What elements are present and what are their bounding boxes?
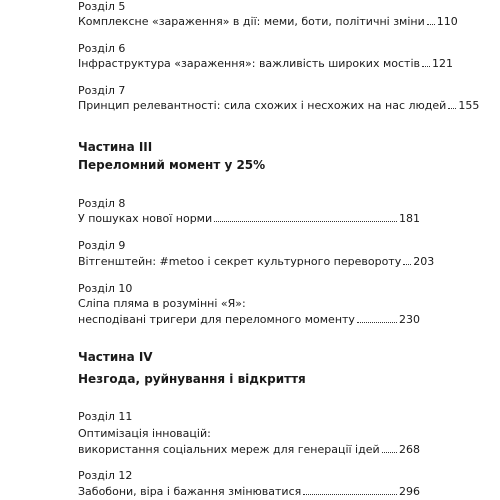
chapter-11-title-line-2: використання соціальних мереж для генерації ідей (78, 443, 380, 456)
dot-leader (427, 24, 435, 25)
chapter-12-entry[interactable] (78, 485, 420, 499)
chapter-8-label: Розділ 8 (78, 197, 126, 210)
part-3-label: Частина III (78, 140, 153, 154)
chapter-9-page: 203 (413, 255, 435, 268)
chapter-10-page: 230 (399, 313, 420, 326)
chapter-12-title: Забобони, віра і бажання змінюватися (78, 485, 302, 498)
chapter-12-label: Розділ 12 (78, 469, 133, 482)
dot-leader (303, 494, 397, 495)
chapter-10-title-line-2: несподівані тригери для переломного моменту (78, 313, 355, 326)
part-3-title: Переломний момент у 25% (78, 158, 266, 172)
part-4-label: Частина IV (78, 350, 153, 364)
chapter-11-page: 268 (399, 443, 420, 456)
chapter-6-label: Розділ 6 (78, 42, 126, 55)
chapter-9-title: Вітгенштейн: #metoo і секрет культурного перевороту (78, 255, 402, 268)
chapter-5-page: 110 (436, 15, 458, 28)
chapter-6-entry[interactable] (78, 57, 453, 71)
chapter-8-page: 181 (399, 212, 420, 225)
dot-leader (382, 452, 397, 453)
chapter-6-title: Інфраструктура «зараження»: важливість широких мостів (78, 57, 420, 70)
chapter-11-title-line-1: Оптимізація інновацій: (78, 427, 211, 440)
chapter-8-title: У пошуках нової норми (78, 212, 213, 225)
chapter-5-entry[interactable] (78, 15, 458, 29)
chapter-10-title-line-1: Сліпа пляма в розумінні «Я»: (78, 297, 246, 310)
dot-leader (357, 322, 397, 323)
chapter-11-entry[interactable] (78, 443, 420, 457)
dot-leader (448, 108, 456, 109)
chapter-9-label: Розділ 9 (78, 239, 126, 252)
chapter-8-entry[interactable] (78, 212, 420, 226)
chapter-12-page: 296 (399, 485, 420, 498)
chapter-7-label: Розділ 7 (78, 84, 126, 97)
chapter-6-page: 121 (431, 57, 453, 70)
chapter-7-entry[interactable] (78, 99, 480, 113)
chapter-7-page: 155 (458, 99, 480, 112)
chapter-7-title: Принцип релевантності: сила схожих і несхожих на нас людей (78, 99, 447, 112)
dot-leader (403, 264, 411, 265)
chapter-9-entry[interactable] (78, 255, 435, 269)
chapter-10-entry[interactable] (78, 313, 420, 327)
chapter-11-label: Розділ 11 (78, 410, 133, 423)
dot-leader (214, 221, 397, 222)
chapter-5-title: Комплексне «зараження» в дії: меми, боти, політичні зміни (78, 15, 425, 28)
chapter-10-label: Розділ 10 (78, 282, 133, 295)
part-4-title: Незгода, руйнування і відкриття (78, 372, 306, 386)
dot-leader (422, 66, 430, 67)
chapter-5-label: Розділ 5 (78, 0, 126, 13)
